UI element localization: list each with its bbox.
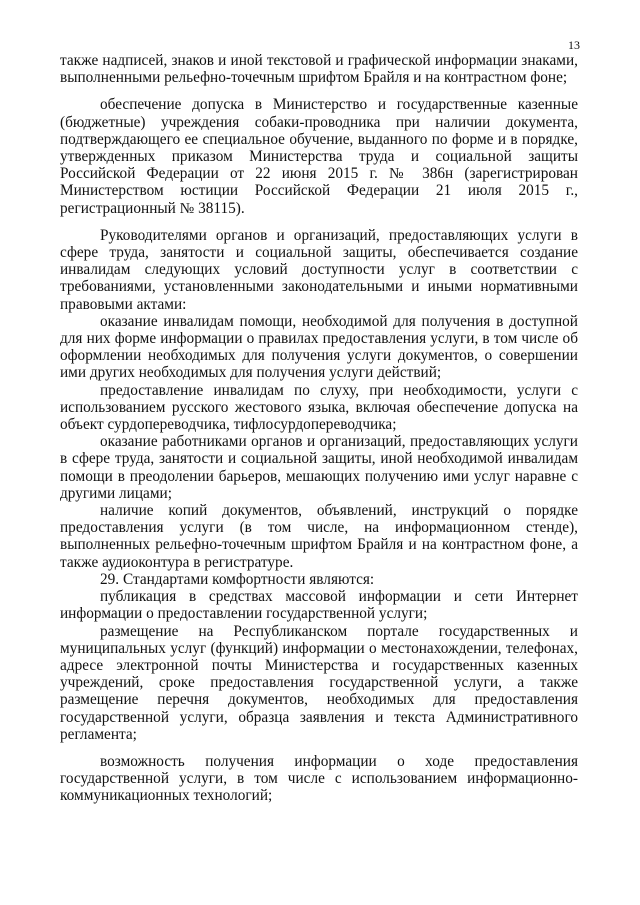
- paragraph: оказание инвалидам помощи, необходимой для получения в доступной для них форме информации о правилах предоставления услуги, в том числе об оформлении необходимых для получения услуги документов, о совершении ими других необходимых для получения услуги действий;: [60, 312, 578, 382]
- document-body: [60, 52, 578, 805]
- page-number: 13: [568, 38, 580, 52]
- paragraph: публикация в средствах массовой информации и сети Интернет информации о предоставлении государственной услуги;: [60, 588, 578, 623]
- paragraph: предоставление инвалидам по слуху, при необходимости, услуги с использованием русского жестового языка, включая обеспечение допуска на объект сурдопереводчика, тифлосурдопереводчика;: [60, 381, 578, 434]
- paragraph: наличие копий документов, объявлений, инструкций о порядке предоставления услуги (в том числе, на информационном стенде), выполненных рельефно-точечным шрифтом Брайля и на контрастном фоне, а также аудиоконтура в регистратуре.: [60, 502, 578, 571]
- paragraph: возможность получения информации о ходе предоставления государственной услуги, в том числе с использованием информационно-коммуникационных технологий;: [60, 752, 578, 805]
- paragraph: обеспечение допуска в Министерство и государственные казенные (бюджетные) учреждения собаки-проводника при наличии документа, подтверждающего ее специальное обучение, выданного по форме и в порядке, утвержденных приказом Министерства труда и социальной защиты Российской Федерации от 22 июня 2015 г. № 386н (зарегистрирован Министерством юстиции Российской Федерации 21 июля 2015 г., регистрационный № 38115).: [60, 96, 578, 217]
- paragraph: размещение на Республиканском портале государственных и муниципальных услуг (функций) информации о местонахождении, телефонах, адресе электронной почты Министерства и государственных казенных учреждений, сроке предоставления государственной услуги, а также размещение перечня документов, необходимых для предоставления государственной услуги, образца заявления и текста Административного регламента;: [60, 622, 578, 743]
- section-heading: 29. Стандартами комфортности являются:: [100, 570, 375, 588]
- paragraph: оказание работниками органов и организаций, предоставляющих услуги в сфере труда, занятости и социальной защиты, иной необходимой инвалидам помощи в преодолении барьеров, мешающих получению ими услуг наравне с другими лицами;: [60, 433, 578, 502]
- paragraph: также надписей, знаков и иной текстовой и графической информации знаками, выполненными рельефно-точечным шрифтом Брайля и на контрастном фоне;: [60, 52, 578, 87]
- paragraph: Руководителями органов и организаций, предоставляющих услуги в сфере труда, занятости и социальной защиты, обеспечивается создание инвалидам следующих условий доступности услуг в соответствии с требованиями, установленными законодательными и иными нормативными правовыми актами:: [60, 226, 578, 313]
